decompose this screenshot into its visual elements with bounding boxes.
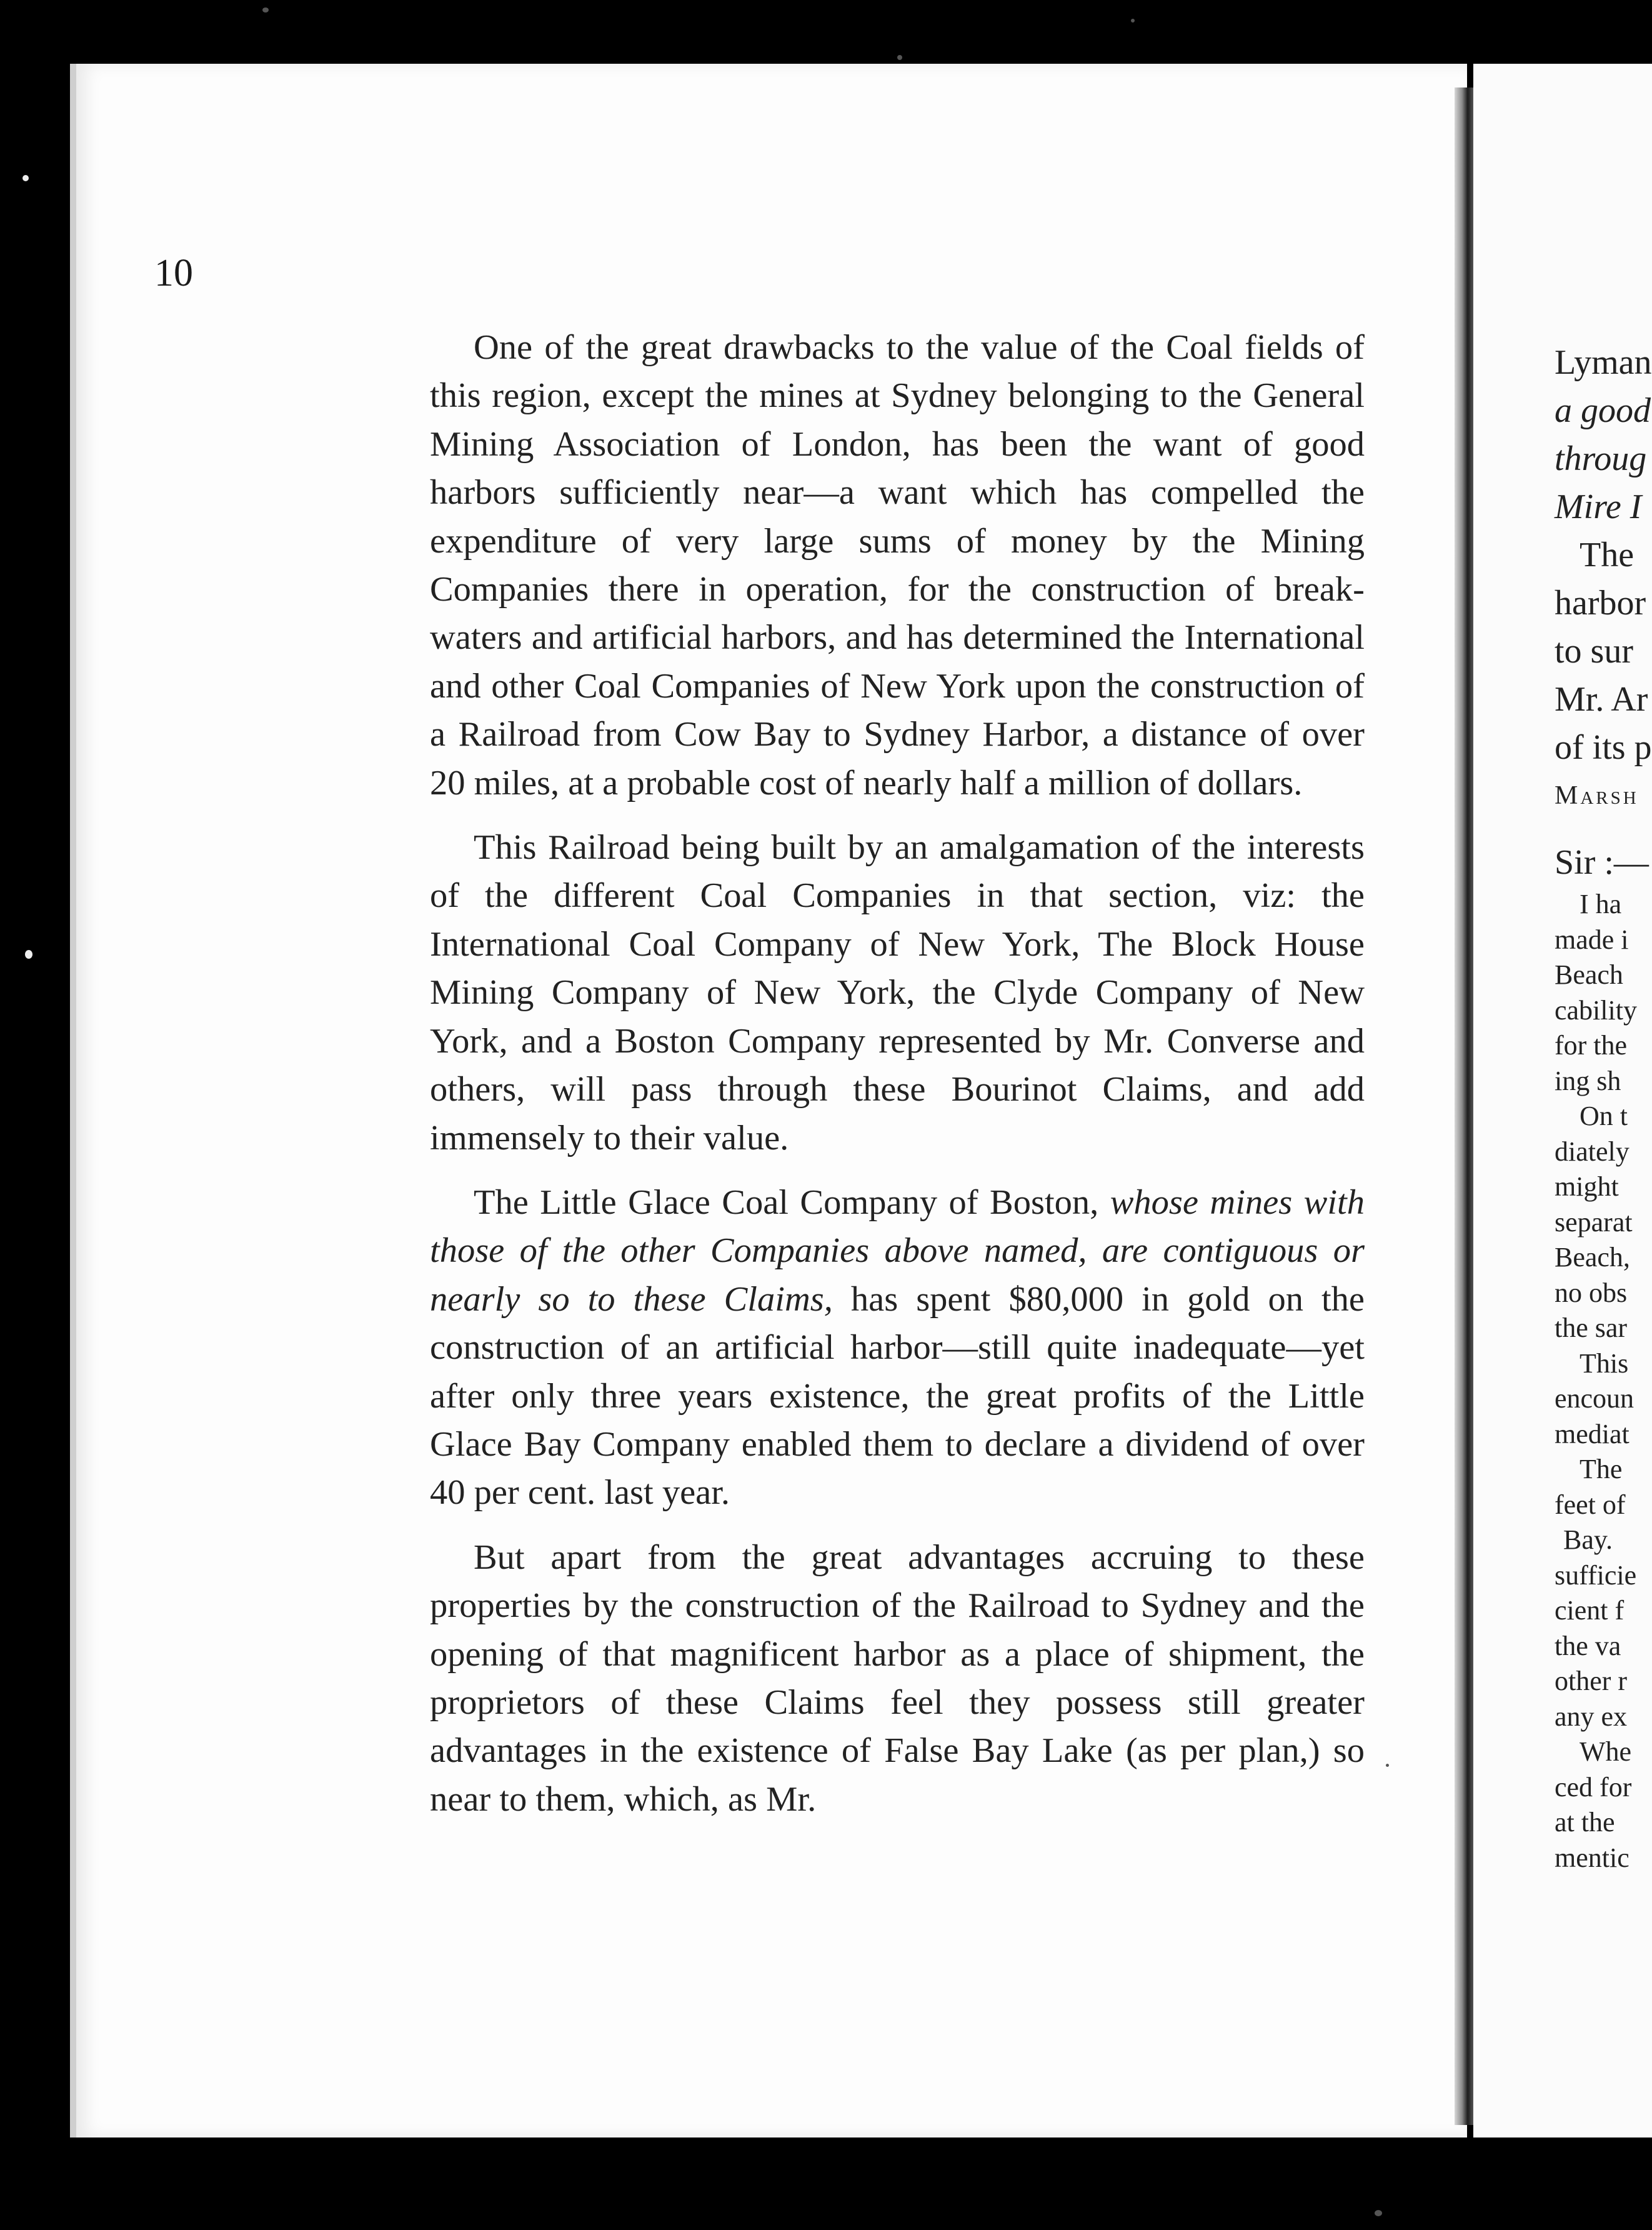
paragraph-segment: The Little Glace Coal Company of Boston,	[474, 1182, 1110, 1222]
right-small-line: at the	[1555, 1807, 1615, 1838]
page-number: 10	[154, 252, 193, 294]
right-line: Lyman	[1555, 343, 1652, 382]
right-small-line: ced for	[1555, 1771, 1632, 1802]
right-small-line: The	[1580, 1454, 1623, 1484]
right-line: harbor	[1555, 584, 1646, 622]
right-small-line: feet of	[1555, 1489, 1626, 1520]
right-small-line: encoun	[1555, 1383, 1635, 1414]
right-small-line: Beach	[1555, 959, 1623, 990]
body-text	[430, 324, 1365, 1824]
right-line: throug	[1555, 439, 1647, 478]
right-salutation: Sir :—	[1555, 843, 1649, 882]
paragraph: One of the great drawbacks to the value of the Coal fields of this region, except the mines at Sydney belonging to the General Mining Association of London, has been the want of good harbors sufficiently near—a want which has compelled the expenditure of very large sums of money by the Mining Companies there in operation, for the construction of break-waters and artificial harbors, and has determined the International and other Coal Companies of New York upon the construction of a Railroad from Cow Bay to Sydney Harbor, a distance of over 20 miles, at a probable cost of nearly half a million of dollars.	[430, 328, 1365, 802]
paragraph-segment: has spent $80,000 in gold on the construction of an artificial harbor—still quite inadequate—yet after only three years existence, the great profits of the Little Glace Bay Company enabled them to declare a dividend of over 40 per cent. last year.	[430, 1279, 1365, 1512]
right-small-line: any ex	[1555, 1701, 1628, 1732]
right-small-line: Whe	[1580, 1736, 1632, 1767]
right-small-line: Bay.	[1563, 1524, 1613, 1555]
paragraph	[430, 1179, 1365, 1518]
book-gutter	[1455, 88, 1473, 2125]
right-small-line: ing sh	[1555, 1065, 1621, 1096]
right-small-line: no obs	[1555, 1277, 1628, 1308]
right-line: Mr. Ar	[1555, 680, 1648, 719]
right-small-line: cability	[1555, 994, 1637, 1026]
right-small-line: sufficie	[1555, 1559, 1637, 1591]
right-line: a good	[1555, 391, 1651, 430]
right-small-line: separat	[1555, 1206, 1633, 1238]
paragraph: But apart from the great advantages accruing to these properties by the construction of the Railroad to Sydney and the opening of that magnificent harbor as a place of shipment, the proprietors of these Claims feel they possess still greater advantages in the existence of False Bay Lake (as per plan,) so near to them, which, as Mr.	[430, 1538, 1365, 1819]
right-small-line: for the	[1555, 1030, 1628, 1061]
paragraph: This Railroad being built by an amalgamation of the interests of the different Coal Companies in that section, viz: the International Coal Company of New York, The Block House Mining Company of New York, the Clyde Company of New York, and a Boston Company represented by Mr. Converse and others, will pass through these Bourinot Claims, and add immensely to their value.	[430, 828, 1365, 1158]
right-page	[1473, 64, 1652, 2138]
right-small-line: other r	[1555, 1666, 1628, 1696]
right-small-line: the sar	[1555, 1312, 1628, 1343]
right-smallcaps-line: Marsh	[1555, 781, 1639, 810]
right-page-text	[1555, 339, 1652, 1876]
right-small-line: diately	[1555, 1136, 1630, 1167]
right-small-line: mediat	[1555, 1418, 1630, 1449]
right-small-line: mentic	[1555, 1842, 1630, 1873]
right-small-line: This	[1580, 1348, 1629, 1379]
paragraph-italic-segment: whose mines with those of the other Companies above named, are contiguous or nearly so to these Claims,	[430, 1182, 1365, 1319]
right-small-line: the va	[1555, 1630, 1621, 1661]
right-line: The	[1580, 536, 1635, 574]
right-small-line: might	[1555, 1171, 1619, 1202]
right-line: to sur	[1555, 632, 1633, 671]
right-small-line: On t	[1580, 1101, 1628, 1131]
right-small-line: cient f	[1555, 1595, 1625, 1626]
right-small-line: Beach,	[1555, 1242, 1630, 1272]
right-small-line: made i	[1555, 924, 1629, 955]
right-line: of its p	[1555, 728, 1652, 767]
right-small-line: I ha	[1580, 889, 1622, 919]
right-line: Mire I	[1555, 488, 1642, 526]
